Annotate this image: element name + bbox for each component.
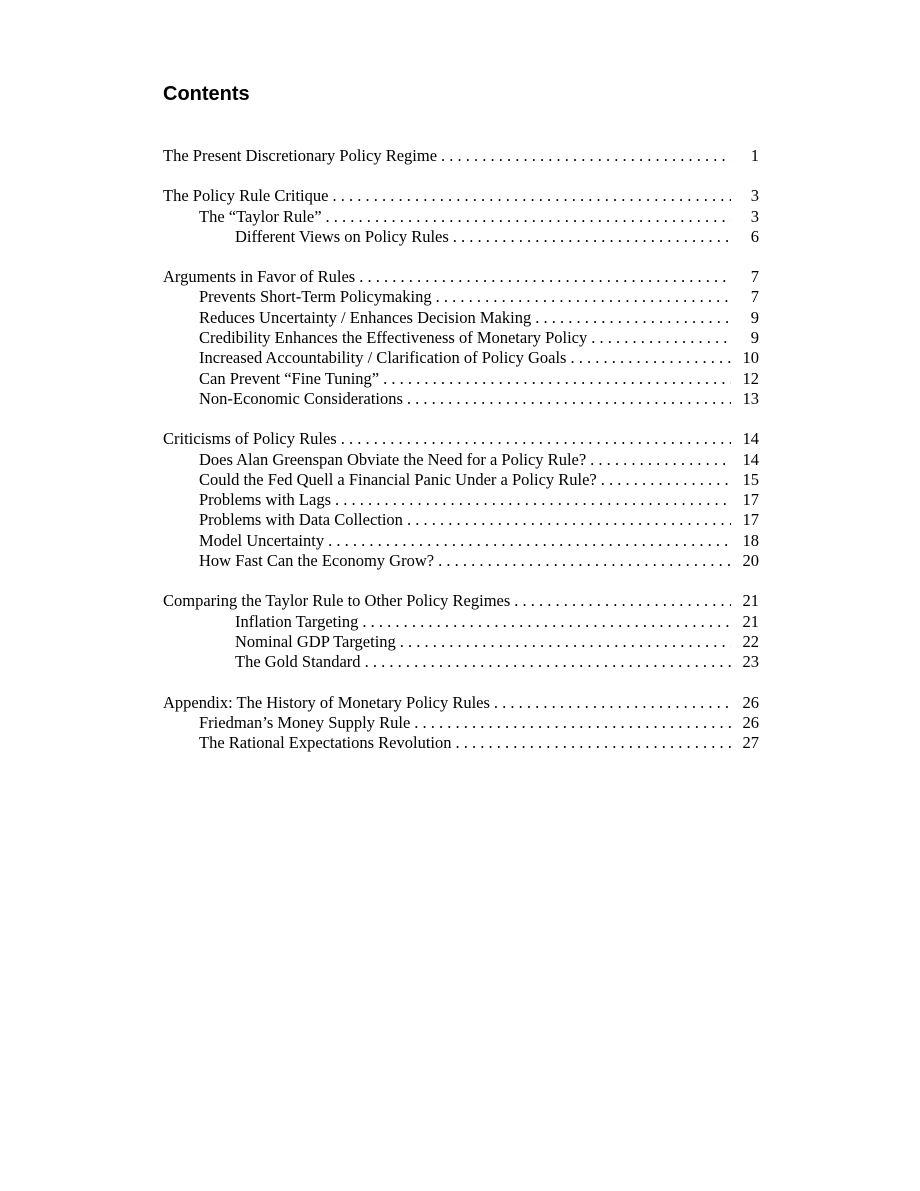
dot-leader — [362, 612, 731, 632]
toc-entry-title: Could the Fed Quell a Financial Panic Under a Policy Rule? — [199, 469, 597, 489]
toc-page-number: 10 — [742, 348, 759, 368]
toc-entry-title: Model Uncertainty — [199, 530, 325, 550]
toc-entry-title: The Gold Standard — [235, 652, 361, 672]
toc-entry-title: Non-Economic Considerations — [199, 388, 403, 408]
dot-leader — [535, 308, 731, 328]
table-of-contents — [163, 146, 759, 773]
toc-entry-title: Reduces Uncertainty / Enhances Decision Making — [199, 307, 532, 327]
toc-entry[interactable] — [163, 389, 759, 409]
toc-entry[interactable] — [163, 328, 759, 348]
toc-entry[interactable] — [163, 450, 759, 470]
toc-entry-title: Prevents Short-Term Policymaking — [199, 287, 432, 307]
toc-entry-title: Appendix: The History of Monetary Policy Rules — [163, 692, 490, 712]
toc-entry-title: Nominal GDP Targeting — [235, 631, 396, 651]
toc-page-number: 9 — [750, 328, 759, 348]
toc-entry[interactable] — [163, 591, 759, 611]
toc-section — [163, 267, 759, 409]
dot-leader — [400, 632, 731, 652]
dot-leader — [414, 713, 731, 733]
toc-page-number: 15 — [742, 469, 759, 489]
dot-leader — [326, 207, 731, 227]
toc-page-number: 6 — [750, 226, 759, 246]
dot-leader — [436, 287, 731, 307]
toc-entry-title: Inflation Targeting — [235, 611, 359, 631]
toc-entry[interactable] — [163, 733, 759, 753]
toc-entry[interactable] — [163, 490, 759, 510]
toc-entry-title: Problems with Data Collection — [199, 510, 403, 530]
toc-entry-title: The “Taylor Rule” — [199, 206, 322, 226]
toc-page-number: 26 — [742, 712, 759, 732]
toc-entry[interactable] — [163, 308, 759, 328]
dot-leader — [328, 531, 731, 551]
toc-page-number: 27 — [742, 733, 759, 753]
toc-entry[interactable] — [163, 693, 759, 713]
toc-page-number: 7 — [750, 267, 759, 287]
dot-leader — [601, 470, 731, 490]
toc-section — [163, 146, 759, 166]
toc-entry-title: Arguments in Favor of Rules — [163, 267, 356, 287]
dot-leader — [341, 429, 731, 449]
toc-entry[interactable] — [163, 369, 759, 389]
toc-page-number: 3 — [750, 186, 759, 206]
toc-entry[interactable] — [163, 470, 759, 490]
toc-entry-title: Problems with Lags — [199, 490, 331, 510]
toc-entry[interactable] — [163, 510, 759, 530]
dot-leader — [438, 551, 731, 571]
dot-leader — [365, 652, 731, 672]
toc-page-number: 7 — [750, 287, 759, 307]
toc-entry[interactable] — [163, 227, 759, 247]
toc-entry[interactable] — [163, 531, 759, 551]
toc-page-number: 21 — [742, 611, 759, 631]
dot-leader — [407, 389, 731, 409]
toc-page-number: 14 — [742, 449, 759, 469]
toc-entry-title: Comparing the Taylor Rule to Other Policy Regimes — [163, 591, 511, 611]
toc-page-number: 14 — [742, 429, 759, 449]
toc-entry[interactable] — [163, 146, 759, 166]
toc-page-number: 18 — [742, 530, 759, 550]
toc-page-number: 3 — [750, 206, 759, 226]
page-title: Contents — [163, 83, 250, 105]
toc-entry[interactable] — [163, 429, 759, 449]
toc-entry-title: Increased Accountability / Clarification of Policy Goals — [199, 348, 567, 368]
toc-page-number: 26 — [742, 692, 759, 712]
toc-page-number: 23 — [742, 652, 759, 672]
toc-entry-title: The Policy Rule Critique — [163, 186, 329, 206]
dot-leader — [570, 348, 731, 368]
toc-entry[interactable] — [163, 348, 759, 368]
toc-entry[interactable] — [163, 612, 759, 632]
toc-entry-title: How Fast Can the Economy Grow? — [199, 551, 435, 571]
toc-entry-title: Different Views on Policy Rules — [235, 226, 449, 246]
dot-leader — [456, 733, 732, 753]
toc-page-number: 17 — [742, 490, 759, 510]
toc-section — [163, 186, 759, 247]
toc-entry[interactable] — [163, 713, 759, 733]
toc-page-number: 9 — [750, 307, 759, 327]
toc-entry-title: Criticisms of Policy Rules — [163, 429, 337, 449]
dot-leader — [590, 450, 731, 470]
toc-page-number: 12 — [742, 368, 759, 388]
toc-entry[interactable] — [163, 186, 759, 206]
dot-leader — [407, 510, 731, 530]
toc-page-number: 17 — [742, 510, 759, 530]
toc-entry[interactable] — [163, 267, 759, 287]
toc-page-number: 22 — [742, 631, 759, 651]
dot-leader — [591, 328, 731, 348]
toc-entry[interactable] — [163, 287, 759, 307]
toc-entry[interactable] — [163, 652, 759, 672]
toc-entry-title: Friedman’s Money Supply Rule — [199, 712, 411, 732]
toc-page-number: 21 — [742, 591, 759, 611]
dot-leader — [359, 267, 731, 287]
dot-leader — [453, 227, 731, 247]
dot-leader — [514, 591, 731, 611]
toc-page-number: 20 — [742, 551, 759, 571]
toc-entry[interactable] — [163, 207, 759, 227]
dot-leader — [441, 146, 731, 166]
dot-leader — [383, 369, 731, 389]
toc-page-number: 1 — [750, 146, 759, 165]
toc-entry-title: Can Prevent “Fine Tuning” — [199, 368, 380, 388]
toc-section — [163, 693, 759, 754]
toc-entry[interactable] — [163, 632, 759, 652]
toc-entry-title: The Present Discretionary Policy Regime — [163, 146, 438, 165]
toc-entry-title: The Rational Expectations Revolution — [199, 733, 452, 753]
toc-page-number: 13 — [742, 388, 759, 408]
dot-leader — [332, 186, 731, 206]
toc-entry-title: Credibility Enhances the Effectiveness of Monetary Policy — [199, 328, 588, 348]
dot-leader — [494, 693, 731, 713]
toc-entry[interactable] — [163, 551, 759, 571]
dot-leader — [335, 490, 731, 510]
toc-entry-title: Does Alan Greenspan Obviate the Need for a Policy Rule? — [199, 449, 587, 469]
toc-section — [163, 591, 759, 672]
toc-section — [163, 429, 759, 571]
